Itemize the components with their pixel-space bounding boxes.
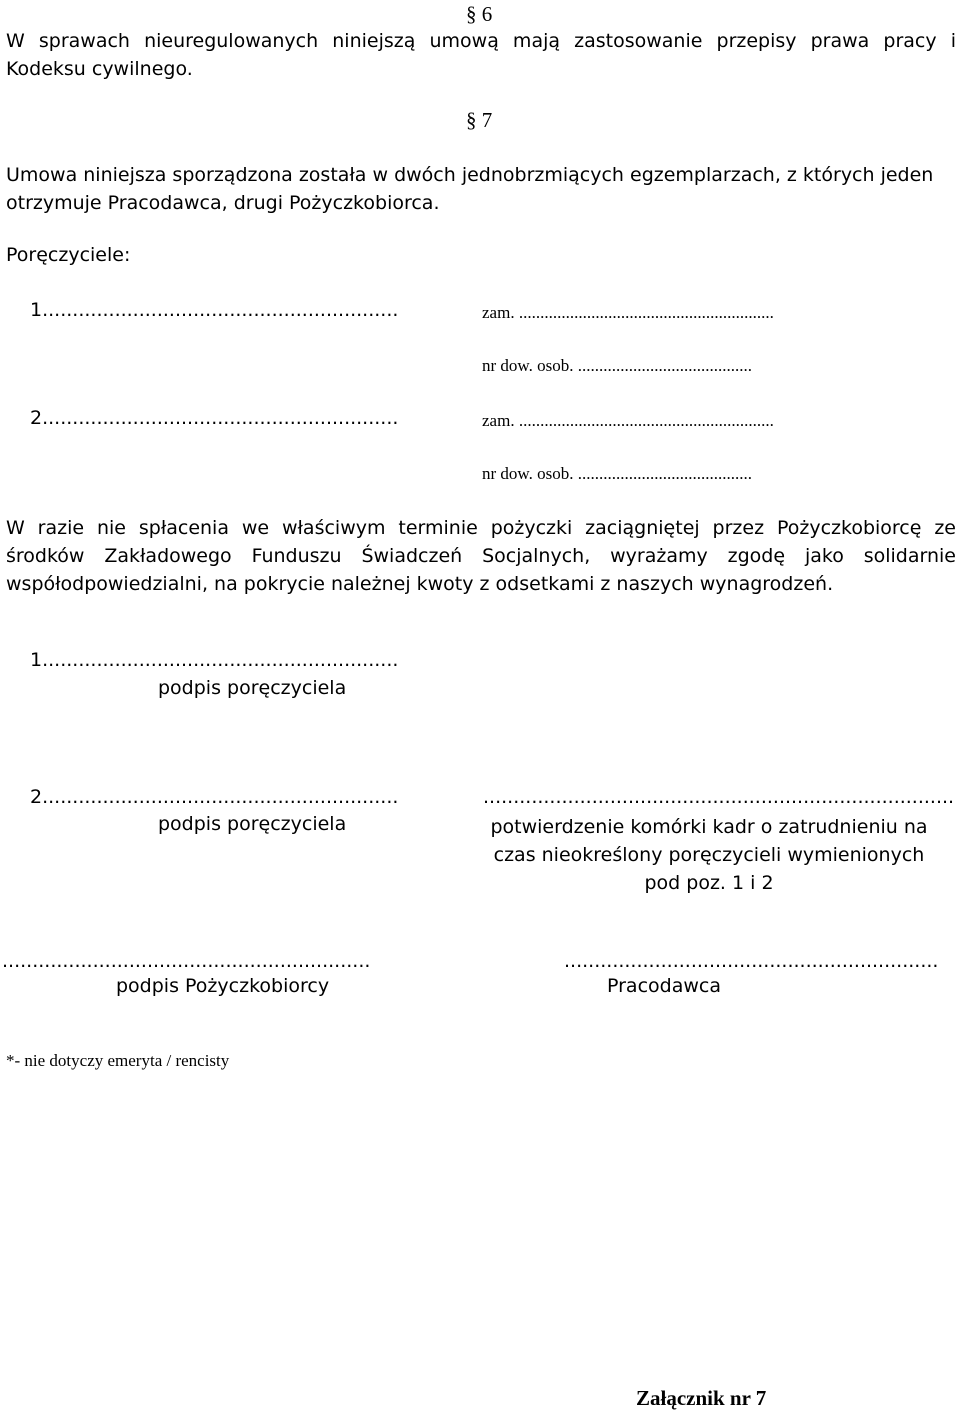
section-6-text: W sprawach nieuregulowanych niniejszą umową mają zastosowanie przepisy prawa pracy i Kodeksu cywilnego. — [6, 30, 956, 80]
guarantor-1-address-line: zam. ............................................................ — [482, 303, 774, 322]
borrower-signature-label: podpis Pożyczkobiorcy — [116, 975, 330, 997]
hr-confirmation-label: potwierdzenie komórki kadr o zatrudnieniu na czas nieokreślony poręczycieli wymienionych pod poz. 1 i 2 — [490, 816, 928, 894]
signature-1-label: podpis poręczyciela — [158, 677, 347, 699]
guarantor-2-address-line: zam. ............................................................ — [482, 411, 774, 430]
attachment-label: Załącznik nr 7 — [636, 1386, 767, 1410]
signature-2-line: 2........................................................... — [30, 786, 399, 808]
guarantor-2-id-line: nr dow. osob. ......................................... — [482, 464, 752, 483]
employer-signature-label: Pracodawca — [607, 975, 721, 997]
guarantor-1-id-line: nr dow. osob. ......................................... — [482, 356, 752, 375]
hr-confirmation-line: .............................................................................. — [483, 786, 955, 808]
signature-2-label: podpis poręczyciela — [158, 813, 347, 835]
section-7-text: Umowa niniejsza sporządzona została w dwóch jednobrzmiących egzemplarzach, z których jeden otrzymuje Pracodawca, drugi Pożyczkobiorca. — [6, 164, 934, 214]
section-7-heading: § 7 — [466, 108, 493, 132]
signature-1-line: 1........................................................... — [30, 649, 399, 671]
guarantor-1-name-line: 1........................................................... — [30, 299, 399, 321]
section-6-heading: § 6 — [466, 2, 493, 26]
borrower-signature-line: ............................................................. — [2, 950, 371, 972]
employer-signature-line: .............................................................. — [564, 950, 939, 972]
declaration-text: W razie nie spłacenia we właściwym terminie pożyczki zaciągniętej przez Pożyczkobiorcę ze środków Zakładowego Funduszu Świadczeń Socjalnych, wyrażamy zgodę jako solidarnie współodpowiedzialni, na pokrycie należnej kwoty z odsetkami z naszych wynagrodzeń. — [6, 517, 956, 595]
guarantor-2-name-line: 2........................................................... — [30, 407, 399, 429]
guarantors-heading: Poręczyciele: — [6, 244, 131, 266]
footnote: *- nie dotyczy emeryta / rencisty — [6, 1051, 230, 1070]
